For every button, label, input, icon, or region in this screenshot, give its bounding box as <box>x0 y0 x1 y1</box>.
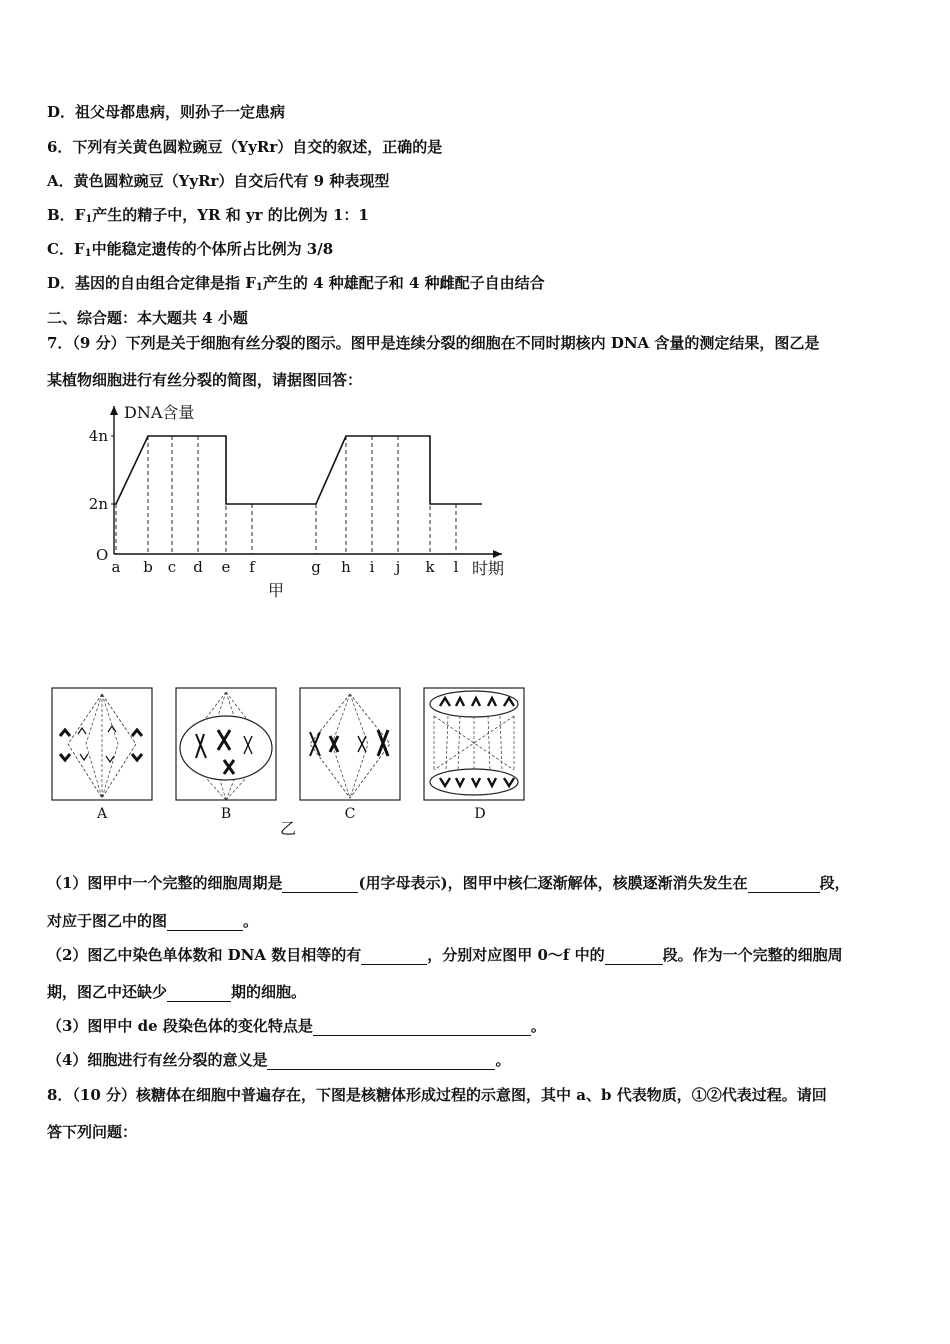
cell-b-diagram <box>176 688 276 800</box>
x-axis-label: 时期 <box>472 559 505 578</box>
q7-sub3-b: 。 <box>530 1017 546 1035</box>
figure-yi-caption: 乙 <box>279 819 297 838</box>
q7-sub1-line2-b: 。 <box>243 912 259 930</box>
origin-label: O <box>96 546 109 564</box>
q7-sub1-b: (用字母表示)，图甲中核仁逐渐解体，核膜逐渐消失发生在 <box>358 874 748 892</box>
y-tick-2n: 2n <box>88 495 108 513</box>
q6-d-post: 产生的 4 种雄配子和 4 种雌配子自由结合 <box>262 274 545 292</box>
answer-blank-1[interactable] <box>282 876 358 893</box>
x-tick-j: j <box>395 558 401 576</box>
q6-b-pre: B．F <box>47 206 86 224</box>
q7-stem-line2: 某植物细胞进行有丝分裂的简图，请据图回答： <box>47 371 363 389</box>
q7-sub1-line2-a: 对应于图乙中的图 <box>47 912 168 930</box>
q7-sub3 <box>47 1016 546 1036</box>
x-tick-i: i <box>369 558 375 576</box>
q6-c-post: 中能稳定遗传的个体所占比例为 3/8 <box>91 240 334 258</box>
x-tick-e: e <box>221 558 231 576</box>
x-tick-g: g <box>311 558 321 576</box>
q6-option-a: A．黄色圆粒豌豆（YyRr）自交后代有 9 种表现型 <box>47 172 390 190</box>
answer-blank-2[interactable] <box>748 876 820 893</box>
q6-stem: 6．下列有关黄色圆粒豌豆（YyRr）自交的叙述，正确的是 <box>47 138 443 156</box>
cell-d-diagram <box>424 688 524 800</box>
q7-sub2-line2-b: 期的细胞。 <box>231 983 307 1001</box>
cell-label-b: B <box>220 806 232 822</box>
answer-blank-6[interactable] <box>167 985 231 1002</box>
q6-b-sub: 1 <box>85 214 93 225</box>
x-tick-l: l <box>453 558 459 576</box>
answer-blank-4[interactable] <box>361 948 427 965</box>
q7-sub3-a: （3）图甲中 de 段染色体的变化特点是 <box>47 1017 313 1035</box>
q6-c-pre: C．F <box>47 240 85 258</box>
q7-sub1-line1 <box>47 873 850 893</box>
y-tick-4n: 4n <box>88 427 108 445</box>
x-axis-arrow <box>493 550 502 558</box>
x-tick-d: d <box>193 558 203 576</box>
q6-option-d <box>47 273 545 293</box>
answer-blank-5[interactable] <box>605 948 663 965</box>
q5-option-d: D．祖父母都患病，则孙子一定患病 <box>47 103 286 121</box>
x-tick-k: k <box>425 558 435 576</box>
dna-content-chart <box>70 398 520 603</box>
dna-content-line <box>114 436 482 504</box>
cell-label-a: A <box>96 806 108 822</box>
q7-sub2-c: 段。作为一个完整的细胞周 <box>662 946 843 964</box>
q7-sub2-b: ，分别对应图甲 0～f 中的 <box>427 946 605 964</box>
x-tick-c: c <box>167 558 177 576</box>
q6-d-pre: D．基因的自由组合定律是指 F <box>47 274 256 292</box>
x-tick-h: h <box>341 558 351 576</box>
figure-jia-caption: 甲 <box>267 581 285 600</box>
q7-sub1-line2 <box>47 911 258 931</box>
q6-option-b <box>47 205 369 225</box>
q7-sub4-a: （4）细胞进行有丝分裂的意义是 <box>47 1051 268 1069</box>
cell-label-d: D <box>474 806 486 822</box>
cell-c-diagram <box>300 688 400 800</box>
q7-sub1-a: （1）图甲中一个完整的细胞周期是 <box>47 874 283 892</box>
q7-sub2-line1 <box>47 945 843 965</box>
q7-sub4 <box>47 1050 510 1070</box>
q6-b-post: 产生的精子中，YR 和 yr 的比例为 1：1 <box>92 206 369 224</box>
q6-c-sub: 1 <box>84 248 92 259</box>
q7-sub2-line2-a: 期，图乙中还缺少 <box>47 983 168 1001</box>
section2-title: 二、综合题：本大题共 4 小题 <box>47 309 248 327</box>
q6-d-sub: 1 <box>255 282 263 293</box>
cell-a-diagram <box>52 688 152 800</box>
cell-label-c: C <box>344 806 356 822</box>
y-axis-arrow <box>110 406 118 415</box>
q8-stem-line1: 8．（10 分）核糖体在细胞中普遍存在，下图是核糖体形成过程的示意图，其中 a、b 代表物质，①②代表过程。请回 <box>47 1086 827 1104</box>
y-axis-label: DNA含量 <box>124 403 195 422</box>
q8-stem-line2: 答下列问题： <box>47 1123 138 1141</box>
mitosis-cell-diagrams <box>48 684 528 839</box>
q7-sub1-c: 段， <box>819 874 850 892</box>
x-tick-f: f <box>249 558 255 576</box>
q7-sub2-a: （2）图乙中染色单体数和 DNA 数目相等的有 <box>47 946 362 964</box>
x-tick-b: b <box>143 558 153 576</box>
answer-blank-8[interactable] <box>267 1053 495 1070</box>
x-tick-a: a <box>111 558 121 576</box>
q7-stem-line1: 7．（9 分）下列是关于细胞有丝分裂的图示。图甲是连续分裂的细胞在不同时期核内 DNA 含量的测定结果，图乙是 <box>47 334 820 352</box>
q7-sub2-line2 <box>47 982 306 1002</box>
answer-blank-3[interactable] <box>167 914 243 931</box>
answer-blank-7[interactable] <box>313 1019 531 1036</box>
q6-option-c <box>47 239 333 259</box>
q7-sub4-b: 。 <box>495 1051 511 1069</box>
